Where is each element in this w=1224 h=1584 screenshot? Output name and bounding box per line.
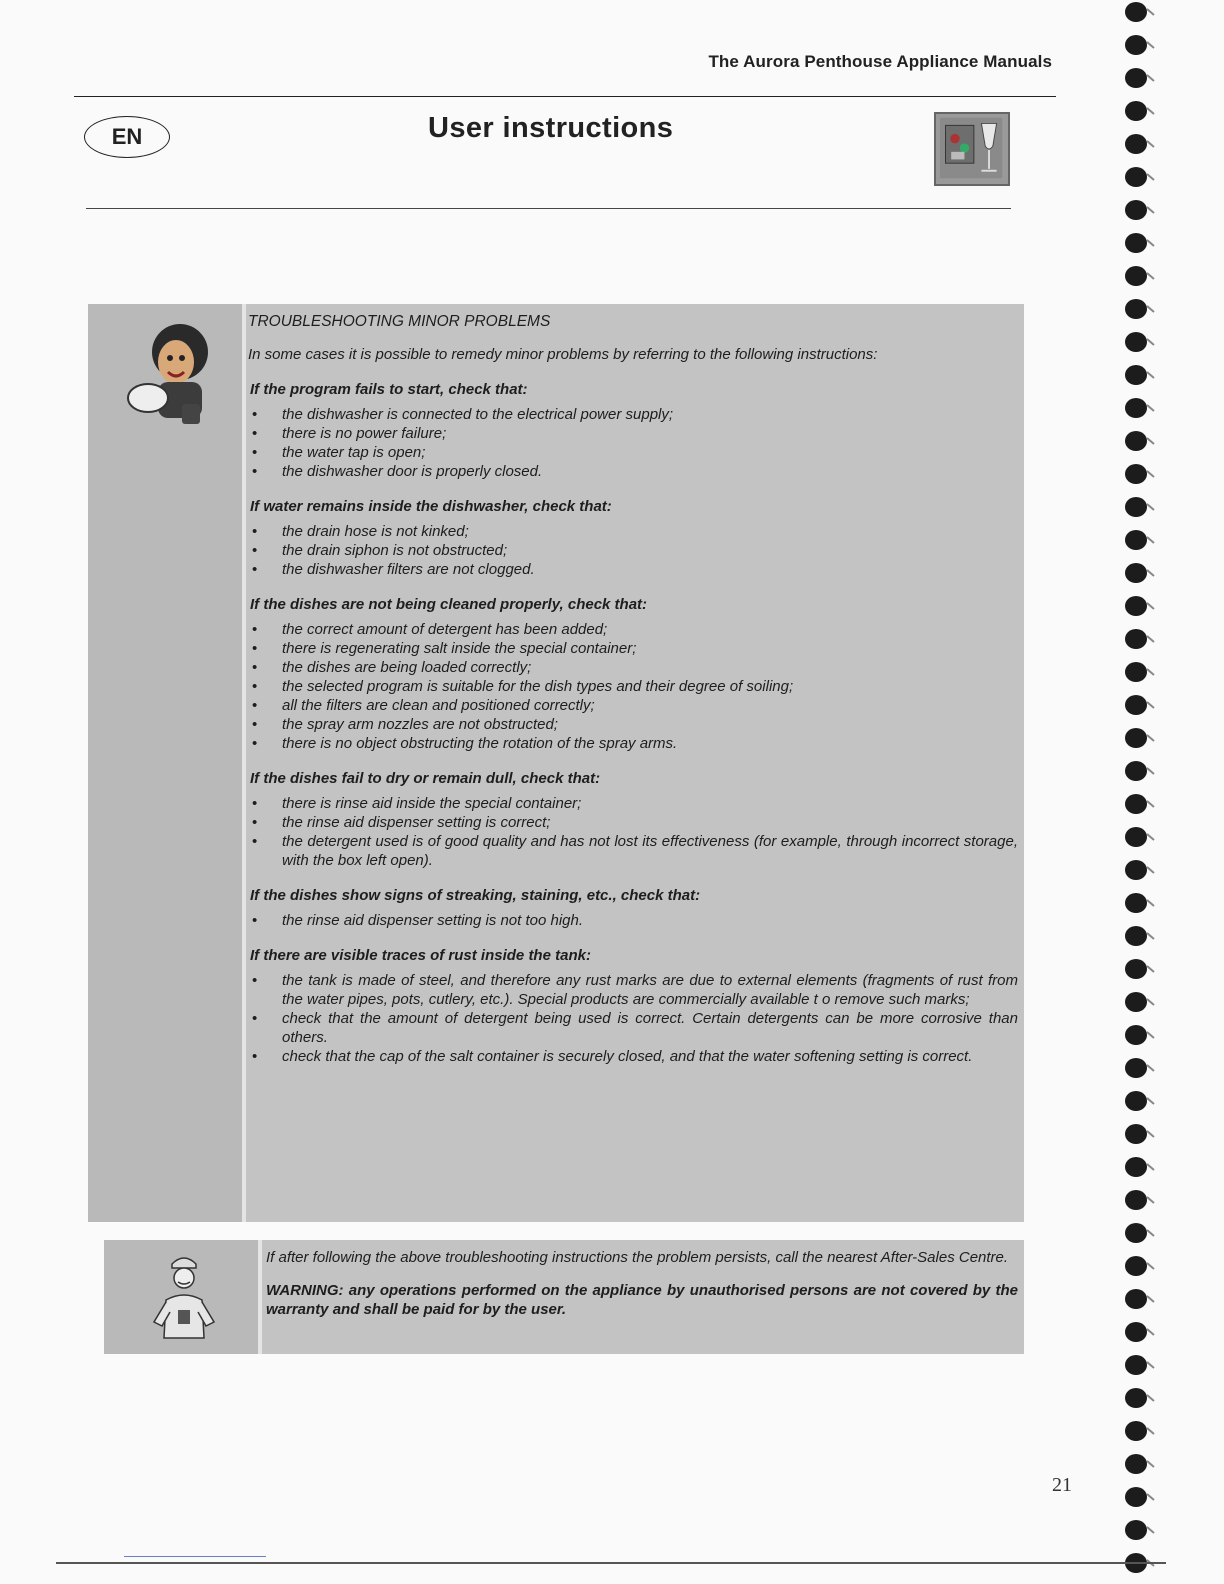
checklist-item: • the detergent used is of good quality and has not lost its effectiveness (for example, through incorrect storage, with the box left open). [248,832,1018,870]
checklist-item: • all the filters are clean and positioned correctly; [248,696,1018,715]
binding-wire [1147,702,1154,708]
binding-hole [1125,233,1147,253]
section-title: If the dishes fail to dry or remain dull, check that: [250,770,601,787]
binding-hole [1125,1124,1147,1144]
binding-hole [1125,662,1147,682]
binding-hole [1125,134,1147,154]
section-title: If there are visible traces of rust inside the tank: [250,947,591,964]
binding-wire [1147,207,1154,213]
binding-hole [1125,596,1147,616]
binding-wire [1147,1428,1154,1434]
binding-wire [1147,1527,1154,1533]
checklist-item: • there is regenerating salt inside the special container; [248,639,1018,658]
binding-hole [1125,497,1147,517]
binding-hole [1125,1091,1147,1111]
binding-wire [1147,570,1154,576]
binding-hole [1125,926,1147,946]
checklist [248,911,1018,930]
checklist-item: • the rinse aid dispenser setting is not too high. [248,911,1018,930]
checklist-item: • the dishwasher door is properly closed. [248,462,1018,481]
binding-wire [1147,537,1154,543]
binding-hole [1125,794,1147,814]
binding-wire [1147,966,1154,972]
binding-wire [1147,1263,1154,1269]
binding-wire [1147,174,1154,180]
binding-wire [1147,933,1154,939]
binding-hole [1125,1289,1147,1309]
footer-rule [56,1562,1166,1564]
after-sales-text: If after following the above troubleshooting instructions the problem persists, call the nearest After-Sales Centre. [266,1249,1009,1266]
binding-wire [1147,1164,1154,1170]
binding-wire [1147,900,1154,906]
binding-wire [1147,372,1154,378]
checklist-item: • the drain hose is not kinked; [248,522,1018,541]
troubleshooting-content [248,312,1018,1066]
binding-wire [1147,1065,1154,1071]
troubleshooting-panel [88,304,1024,1222]
binding-wire [1147,1461,1154,1467]
panel-gutter [104,1240,258,1354]
binding-hole [1125,728,1147,748]
binding-hole [1125,1190,1147,1210]
warning-notice: WARNING: any operations performed on the appliance by unauthorised persons are not covered by the warranty and shall be paid for by the user. [266,1282,1018,1318]
binding-hole [1125,266,1147,286]
checklist-item: • the tank is made of steel, and therefore any rust marks are due to external elements (fragments of rust from the water pipes, pots, cutlery, etc.). Special products are commercially available t o remove such marks; [248,971,1018,1009]
header-bottom-rule [86,208,1011,209]
binding-wire [1147,1395,1154,1401]
binding-hole [1125,332,1147,352]
section-program-fails [248,380,1018,481]
binding-wire [1147,1296,1154,1302]
binding-wire [1147,405,1154,411]
warning-panel [104,1240,1024,1354]
binding-hole [1125,1058,1147,1078]
checklist-item: • the spray arm nozzles are not obstructed; [248,715,1018,734]
checklist [248,405,1018,481]
binding-wire [1147,108,1154,114]
binding-hole [1125,1520,1147,1540]
binding-wire [1147,339,1154,345]
binding-hole [1125,1487,1147,1507]
section-title: If water remains inside the dishwasher, check that: [250,498,612,515]
binding-wire [1147,636,1154,642]
section-fail-to-dry [248,769,1018,870]
binding-wire [1147,1494,1154,1500]
binding-hole [1125,2,1147,22]
binding-wire [1147,75,1154,81]
binding-wire [1147,834,1154,840]
binding-hole [1125,1454,1147,1474]
panel-divider [258,1240,262,1354]
binding-hole [1125,761,1147,781]
binding-hole [1125,563,1147,583]
binding-hole [1125,464,1147,484]
header-rule [74,96,1056,97]
checklist-item: • the selected program is suitable for the dish types and their degree of soiling; [248,677,1018,696]
checklist-item: • the rinse aid dispenser setting is correct; [248,813,1018,832]
binding-wire [1147,603,1154,609]
section-heading: TROUBLESHOOTING MINOR PROBLEMS [248,313,551,330]
checklist [248,794,1018,870]
checklist-item: • there is no object obstructing the rotation of the spray arms. [248,734,1018,753]
binding-wire [1147,669,1154,675]
binding-wire [1147,9,1154,15]
checklist-item: • there is no power failure; [248,424,1018,443]
binding-hole [1125,827,1147,847]
binding-hole [1125,299,1147,319]
section-title: If the dishes show signs of streaking, staining, etc., check that: [250,887,701,904]
binding-wire [1147,240,1154,246]
binding-wire [1147,1362,1154,1368]
binding-hole [1125,893,1147,913]
binding-hole [1125,1025,1147,1045]
language-badge: EN [84,116,170,158]
checklist-item: • there is rinse aid inside the special container; [248,794,1018,813]
binding-wire [1147,306,1154,312]
section-rust [248,946,1018,1066]
section-title: If the program fails to start, check that: [250,381,528,398]
dishwasher-glass-icon-graphic [936,114,1008,184]
binding-hole [1125,992,1147,1012]
binding-wire [1147,1329,1154,1335]
binding-wire [1147,1131,1154,1137]
binding-hole [1125,860,1147,880]
binding-hole [1125,1322,1147,1342]
page-title: User instructions [428,112,674,144]
binding-wire [1147,273,1154,279]
checklist-item: • the correct amount of detergent has been added; [248,620,1018,639]
checklist-item: • the water tap is open; [248,443,1018,462]
section-streaking [248,886,1018,930]
binding-hole [1125,1157,1147,1177]
binding-wire [1147,768,1154,774]
binding-wire [1147,42,1154,48]
checklist-item: • the dishes are being loaded correctly; [248,658,1018,677]
binding-hole [1125,101,1147,121]
binding-wire [1147,867,1154,873]
binding-hole [1125,68,1147,88]
binding-hole [1125,530,1147,550]
binding-wire [1147,504,1154,510]
panel-gutter [88,304,242,1222]
binding-wire [1147,471,1154,477]
binding-hole [1125,959,1147,979]
binding-hole [1125,431,1147,451]
binding-hole [1125,365,1147,385]
intro-text: In some cases it is possible to remedy minor problems by referring to the following instructions: [248,346,878,363]
binding-hole [1125,398,1147,418]
cartoon-woman-icon [122,318,218,428]
footer-blue-rule [124,1556,266,1557]
binding-wire [1147,141,1154,147]
warning-content [266,1248,1018,1319]
section-water-remains [248,497,1018,579]
binding-hole [1125,200,1147,220]
spiral-binding [1118,0,1158,1584]
checklist [248,522,1018,579]
binding-hole [1125,1256,1147,1276]
binding-wire [1147,438,1154,444]
binding-wire [1147,801,1154,807]
checklist [248,971,1018,1066]
section-not-cleaned [248,595,1018,753]
binding-hole [1125,1421,1147,1441]
binding-wire [1147,999,1154,1005]
binding-wire [1147,1230,1154,1236]
checklist-item: • the drain siphon is not obstructed; [248,541,1018,560]
checklist-item: • check that the cap of the salt container is securely closed, and that the water softening setting is correct. [248,1047,1018,1066]
page-number: 21 [1052,1474,1072,1496]
binding-hole [1125,695,1147,715]
checklist-item: • the dishwasher is connected to the electrical power supply; [248,405,1018,424]
section-title: If the dishes are not being cleaned properly, check that: [250,596,648,613]
service-technician-icon [148,1250,220,1344]
binding-hole [1125,1223,1147,1243]
binding-hole [1125,1388,1147,1408]
checklist-item: • the dishwasher filters are not clogged. [248,560,1018,579]
binding-hole [1125,167,1147,187]
binding-wire [1147,735,1154,741]
dishwasher-glass-icon [934,112,1010,186]
binding-hole [1125,629,1147,649]
checklist [248,620,1018,753]
binding-wire [1147,1098,1154,1104]
panel-divider [242,304,246,1222]
binding-hole [1125,35,1147,55]
binding-wire [1147,1032,1154,1038]
binding-wire [1147,1197,1154,1203]
binding-hole [1125,1355,1147,1375]
checklist-item: • check that the amount of detergent being used is correct. Certain detergents can be more corrosive than others. [248,1009,1018,1047]
manual-title: The Aurora Penthouse Appliance Manuals [708,52,1052,71]
